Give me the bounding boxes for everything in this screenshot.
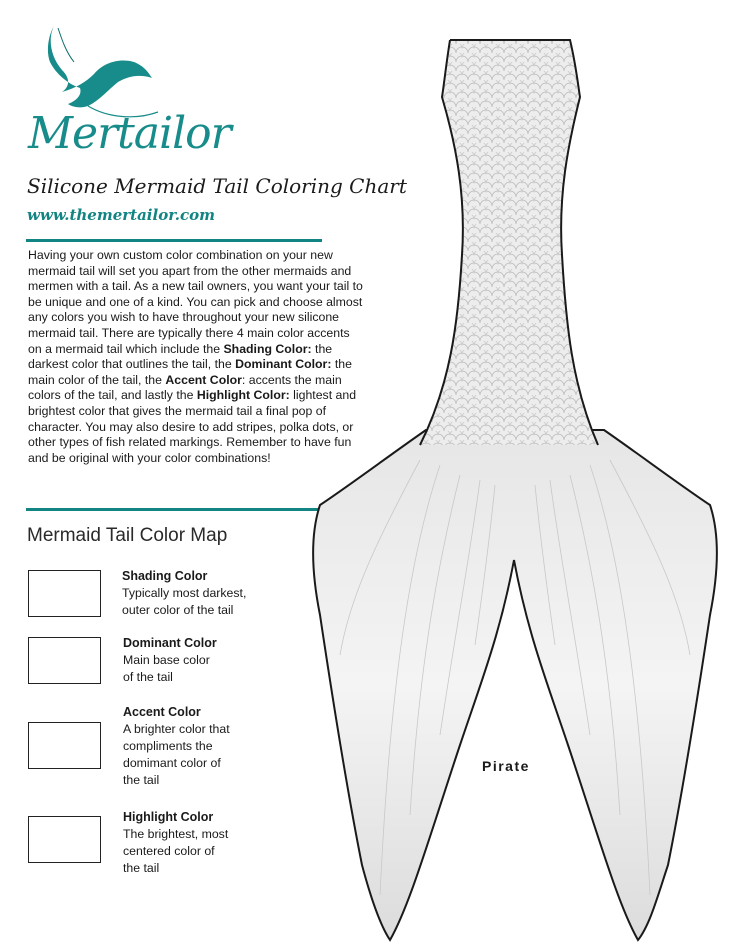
legend-name: Highlight Color [123,810,214,824]
divider-bottom [26,508,322,511]
legend-desc: The brightest, most centered color of the tail [123,827,229,875]
legend-name: Dominant Color [123,636,217,650]
dominant-term: Dominant Color: [235,357,332,372]
tail-style-label: Pirate [482,758,530,774]
intro-paragraph: Having your own custom color combination on your new mermaid tail will set you apart from the other mermaids and mermen with a tail. As a new tail owners, you want your tail to be unique and one of a kind. You can pick and choose almost any colors you wish to have throughout your new silicone mermaid tail. There are typically there 4 main color accents on a mermaid tail which include the Shading Color: the darkest color that outlines the tail, the Dominant Color: the main color of the tail, the Accent Color: accents the main colors of the tail, and lastly the Highlight Color: lightest and brightest color that gives the mermaid tail a final pop of character. You may also desire to add stripes, polka dots, or other types of fish related markings. Remember to have fun and be original with your color combinations! [28,248,363,465]
highlight-color-swatch[interactable] [28,816,101,863]
page-title: Silicone Mermaid Tail Coloring Chart [27,174,407,198]
legend-desc: A brighter color that compliments the domimant color of the tail [123,722,230,787]
legend-name: Shading Color [122,569,208,583]
accent-term: Accent Color [165,372,242,387]
mermaid-tail-illustration[interactable] [300,35,730,945]
accent-color-swatch[interactable] [28,722,101,769]
divider-top [26,239,322,242]
legend-name: Accent Color [123,705,201,719]
highlight-term: Highlight Color: [196,388,290,403]
dominant-color-swatch[interactable] [28,637,101,684]
legend-desc: Main base color of the tail [123,653,210,684]
legend-desc: Typically most darkest, outer color of the tail [122,586,247,617]
color-map-title: Mermaid Tail Color Map [27,525,228,546]
shading-term: Shading Color: [223,341,312,356]
brand-logo-text: Mertailor [28,108,231,159]
shading-color-swatch[interactable] [28,570,101,617]
website-link[interactable]: www.themertailor.com [27,206,215,224]
